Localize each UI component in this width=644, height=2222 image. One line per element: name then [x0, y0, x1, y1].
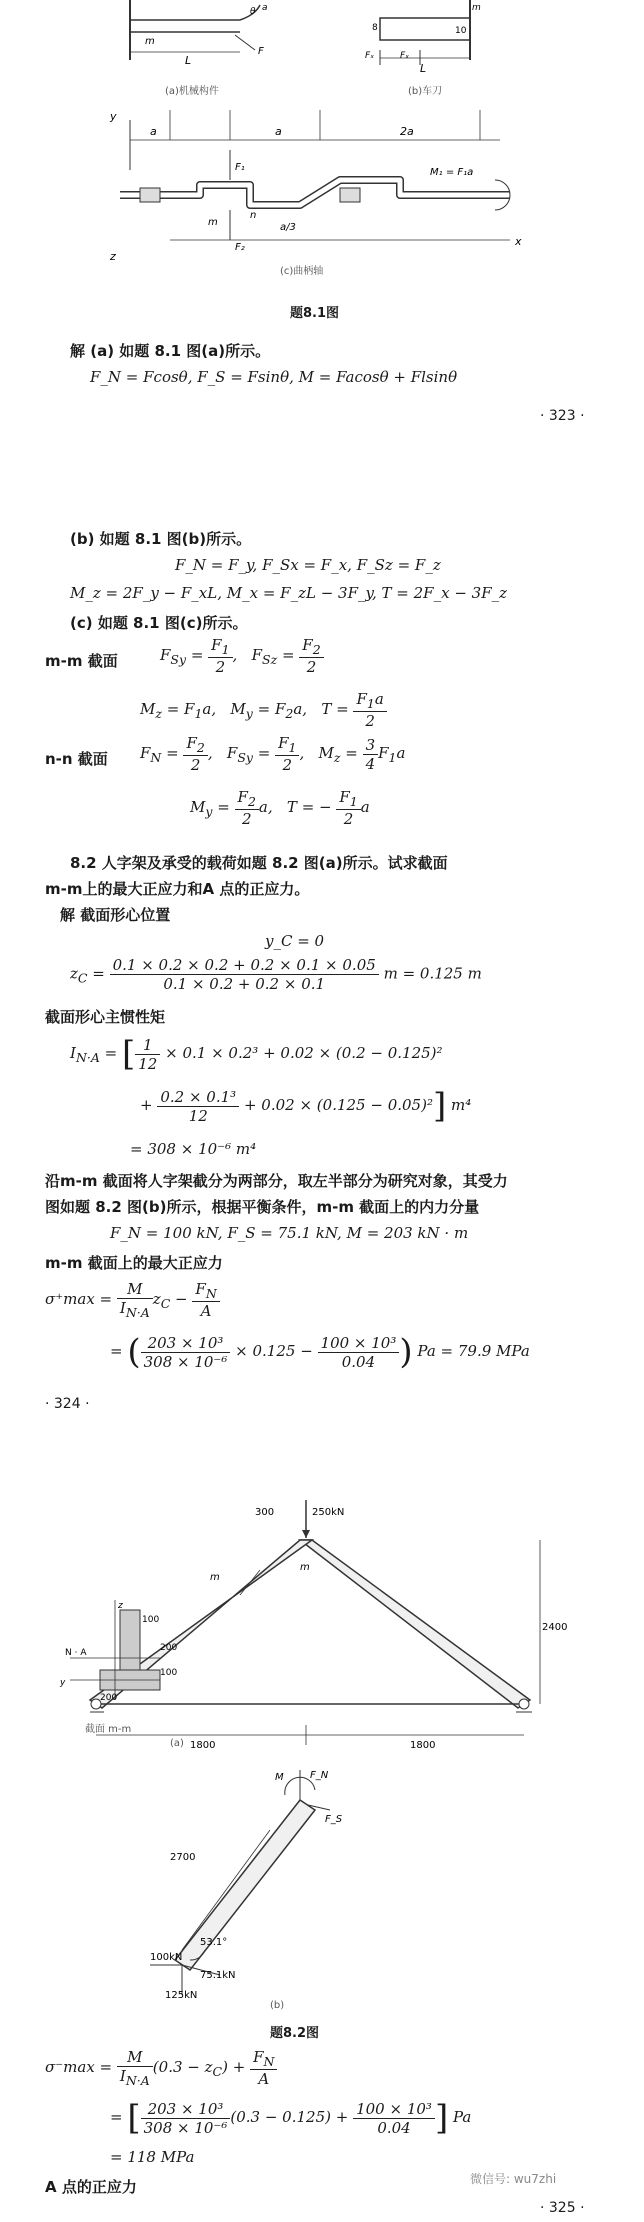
i-result: = 308 × 10⁻⁶ m⁴	[130, 1140, 257, 1158]
force-751: 75.1kN	[200, 1970, 236, 1981]
angle-label: 53.1°	[200, 1937, 228, 1948]
load-label: 250kN	[312, 1507, 345, 1518]
label-F1: F₁	[235, 162, 245, 173]
label-F2: F₂	[235, 242, 245, 253]
sol-b-head: (b) 如题 8.1 图(b)所示。	[70, 530, 252, 548]
sol-b-eq2: M_z = 2F_y − F_xL, M_x = F_zL − 3F_y, T = 2F_x − 3F_z	[70, 584, 508, 602]
prob82-sol-head: 解 截面形心位置	[60, 906, 171, 924]
sol-c-head: (c) 如题 8.1 图(c)所示。	[70, 614, 248, 632]
label-theta: θ	[250, 7, 256, 17]
force-125: 125kN	[165, 1990, 198, 2001]
sigma1-lhs: σ⁺max =	[45, 1290, 113, 1308]
label-L: L	[185, 54, 192, 67]
sec-100b: 100	[160, 1668, 178, 1678]
mm-section-label: m-m 截面	[45, 652, 118, 670]
dim-1800-right: 1800	[410, 1740, 436, 1751]
nn-section-label: n-n 截面	[45, 750, 108, 768]
prob82-text2: m-m上的最大正应力和A 点的正应力。	[45, 880, 310, 898]
zc-num: 0.1 × 0.2 × 0.2 + 0.2 × 0.1 × 0.05	[110, 956, 379, 975]
label-a: a	[262, 3, 268, 13]
figure-8-2-section	[60, 1600, 190, 1720]
label-m: m	[145, 36, 155, 47]
sigma2-result: = 118 MPa	[110, 2148, 195, 2166]
i-frac2-den: 12	[188, 1106, 208, 1125]
label-a3: a/3	[280, 222, 296, 233]
dim-2400: 2400	[542, 1622, 568, 1633]
label-Fx: Fₓ	[400, 51, 410, 61]
fig82-caption-a: (a)	[170, 1738, 184, 1749]
label-y: y	[110, 110, 117, 123]
dim-1800-left: 1800	[190, 1740, 216, 1751]
label-z: z	[118, 1601, 123, 1611]
label-F: F	[258, 46, 264, 57]
label-a2: a	[275, 125, 282, 138]
fig81-caption-c: (c)曲柄轴	[280, 266, 324, 277]
figure-8-1-c	[100, 100, 530, 270]
point-a-head: A 点的正应力	[45, 2178, 137, 2196]
label-FS: F_S	[325, 1814, 343, 1825]
label-x: x	[515, 235, 522, 248]
para2: 图如题 8.2 图(b)所示，根据平衡条件，m-m 截面上的内力分量	[45, 1198, 480, 1216]
sec-100a: 100	[142, 1615, 160, 1625]
label-2a: 2a	[400, 125, 414, 138]
label-y: y	[60, 1678, 66, 1688]
label-M: M	[275, 1772, 284, 1783]
section-caption: 截面 m-m	[85, 1724, 132, 1735]
sol-a-eq: F_N = Fcosθ, F_S = Fsinθ, M = Facosθ + Flsinθ	[90, 368, 458, 386]
label-L: L	[420, 62, 427, 75]
force-100: 100kN	[150, 1952, 183, 1963]
inertia-head: 截面形心主惯性矩	[45, 1008, 166, 1026]
label-n: n	[250, 210, 257, 221]
zc-result: m = 0.125 m	[383, 964, 482, 983]
i-line2-rest: + 0.02 × (0.125 − 0.05)²	[243, 1096, 433, 1114]
yc-eq: y_C = 0	[265, 932, 325, 950]
page-number-324: · 324 ·	[45, 1396, 90, 1412]
label-10: 10	[455, 26, 467, 36]
dim-300: 300	[255, 1507, 275, 1518]
zc-den: 0.1 × 0.2 + 0.2 × 0.1	[163, 975, 326, 993]
i-frac1-den: 12	[138, 1054, 158, 1073]
label-z: z	[110, 250, 116, 263]
label-m: m	[208, 217, 218, 228]
prob82-text1: 8.2 人字架及承受的载荷如题 8.2 图(a)所示。试求截面	[70, 854, 448, 872]
para1: 沿m-m 截面将人字架截分为两部分，取左半部分为研究对象，其受力	[45, 1172, 508, 1190]
max-stress-head: m-m 截面上的最大正应力	[45, 1254, 223, 1272]
fig81-caption-b: (b)车刀	[408, 86, 443, 97]
dim-2700: 2700	[170, 1852, 196, 1863]
figure-8-1-b	[360, 0, 500, 90]
label-M1: M₁ = F₁a	[430, 167, 474, 178]
i-frac2-num: 0.2 × 0.1³	[157, 1088, 239, 1107]
i-unit: m⁴	[451, 1096, 472, 1114]
page-number-325: · 325 ·	[540, 2200, 585, 2216]
label-FN: F_N	[310, 1770, 329, 1781]
forces-eq: F_N = 100 kN, F_S = 75.1 kN, M = 203 kN · m	[110, 1224, 469, 1242]
fig81-title: 题8.1图	[290, 306, 340, 321]
sec-200b: 200	[100, 1693, 118, 1703]
label-m-left: m	[210, 1572, 220, 1583]
i-frac1-num: 1	[135, 1036, 160, 1055]
sigma2-lhs: σ⁻max =	[45, 2058, 113, 2076]
sigma1-result: Pa = 79.9 MPa	[417, 1342, 530, 1360]
label-8: 8	[372, 23, 378, 33]
watermark: 微信号: wu7zhi	[470, 2172, 557, 2186]
figure-8-2-b	[150, 1770, 370, 2000]
label-a1: a	[150, 125, 157, 138]
page-number-323: · 323 ·	[540, 408, 585, 424]
fig82-caption-b: (b)	[270, 2000, 285, 2011]
label-m: m	[472, 3, 481, 13]
sol-a-head: 解 (a) 如题 8.1 图(a)所示。	[70, 342, 271, 360]
label-Fy: Fₓ	[365, 51, 375, 61]
figure-8-1-a	[120, 0, 270, 90]
fig82-title: 题8.2图	[270, 2026, 320, 2041]
label-na: N · A	[65, 1648, 87, 1658]
label-m: m	[300, 1562, 310, 1573]
fig81-caption-a: (a)机械构件	[165, 86, 219, 97]
sec-200a: 200	[160, 1643, 178, 1653]
sol-b-eq1: F_N = F_y, F_Sx = F_x, F_Sz = F_z	[175, 556, 441, 574]
i-line1-rest: × 0.1 × 0.2³ + 0.02 × (0.2 − 0.125)²	[165, 1044, 443, 1062]
